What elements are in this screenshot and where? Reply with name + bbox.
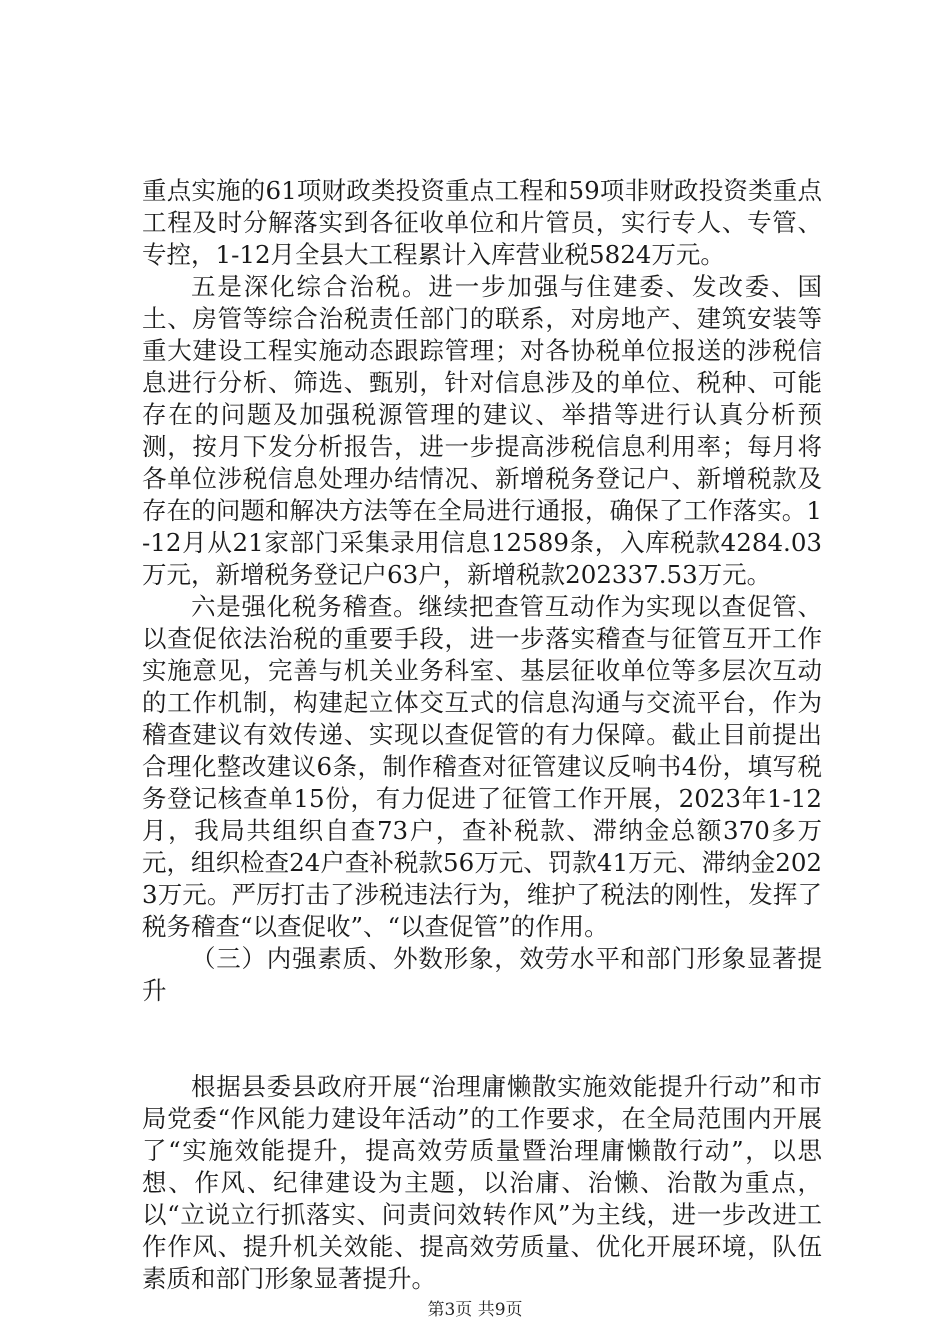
document-body bbox=[142, 175, 822, 1295]
section-heading: （三）内强素质、外数形象，效劳水平和部门形象显著提升 bbox=[142, 944, 822, 1005]
paragraph-efficiency-action: 根据县委县政府开展“治理庸懒散实施效能提升行动”和市局党委“作风能力建设年活动”的工作要求，在全局范围内开展了“实施效能提升，提高效劳质量暨治理庸懒散行动”，以思想、作风、纪律建设为主题，以治庸、治懒、治散为重点，以“立说立行抓落实、问责问效转作风”为主线，进一步改进工作作风、提升机关效能、提高效劳质量、优化开展环境，队伍素质和部门形象显著提升。 bbox=[142, 1072, 822, 1293]
page-footer: 第3页 共9页 bbox=[427, 1300, 523, 1320]
paragraph-tax-inspection: 六是强化税务稽查。继续把查管互动作为实现以查促管、以查促依法治税的重要手段，进一步落实稽查与征管互开工作实施意见，完善与机关业务科室、基层征收单位等多层次互动的工作机制，构建起立体交互式的信息沟通与交流平台，作为稽查建议有效传递、实现以查促管的有力保障。截止目前提出合理化整改建议6条，制作稽查对征管建议反响书4份，填写税务登记核查单15份，有力促进了征管工作开展，2023年1-12月，我局共组织自查73户，查补税款、滞纳金总额370多万元，组织检查24户查补税款56万元、罚款41万元、滞纳金2023万元。严厉打击了涉税违法行为，维护了税法的刚性，发挥了税务稽查“以查促收”、“以查促管”的作用。 bbox=[142, 592, 822, 941]
paragraph-comprehensive-tax: 五是深化综合治税。进一步加强与住建委、发改委、国土、房管等综合治税责任部门的联系，对房地产、建筑安装等重大建设工程实施动态跟踪管理；对各协税单位报送的涉税信息进行分析、筛选、甄别，针对信息涉及的单位、税种、可能存在的问题及加强税源管理的建议、举措等进行认真分析预测，按月下发分析报告，进一步提高涉税信息利用率；每月将各单位涉税信息处理办结情况、新增税务登记户、新增税款及存在的问题和解决方法等在全局进行通报，确保了工作落实。1-12月从21家部门采集录用信息12589条，入库税款4284.03万元，新增税务登记户63户，新增税款202337.53万元。 bbox=[142, 272, 822, 589]
paragraph-continued: 重点实施的61项财政类投资重点工程和59项非财政投资类重点工程及时分解落实到各征收单位和片管员，实行专人、专管、专控，1-12月全县大工程累计入库营业税5824万元。 bbox=[142, 176, 822, 269]
